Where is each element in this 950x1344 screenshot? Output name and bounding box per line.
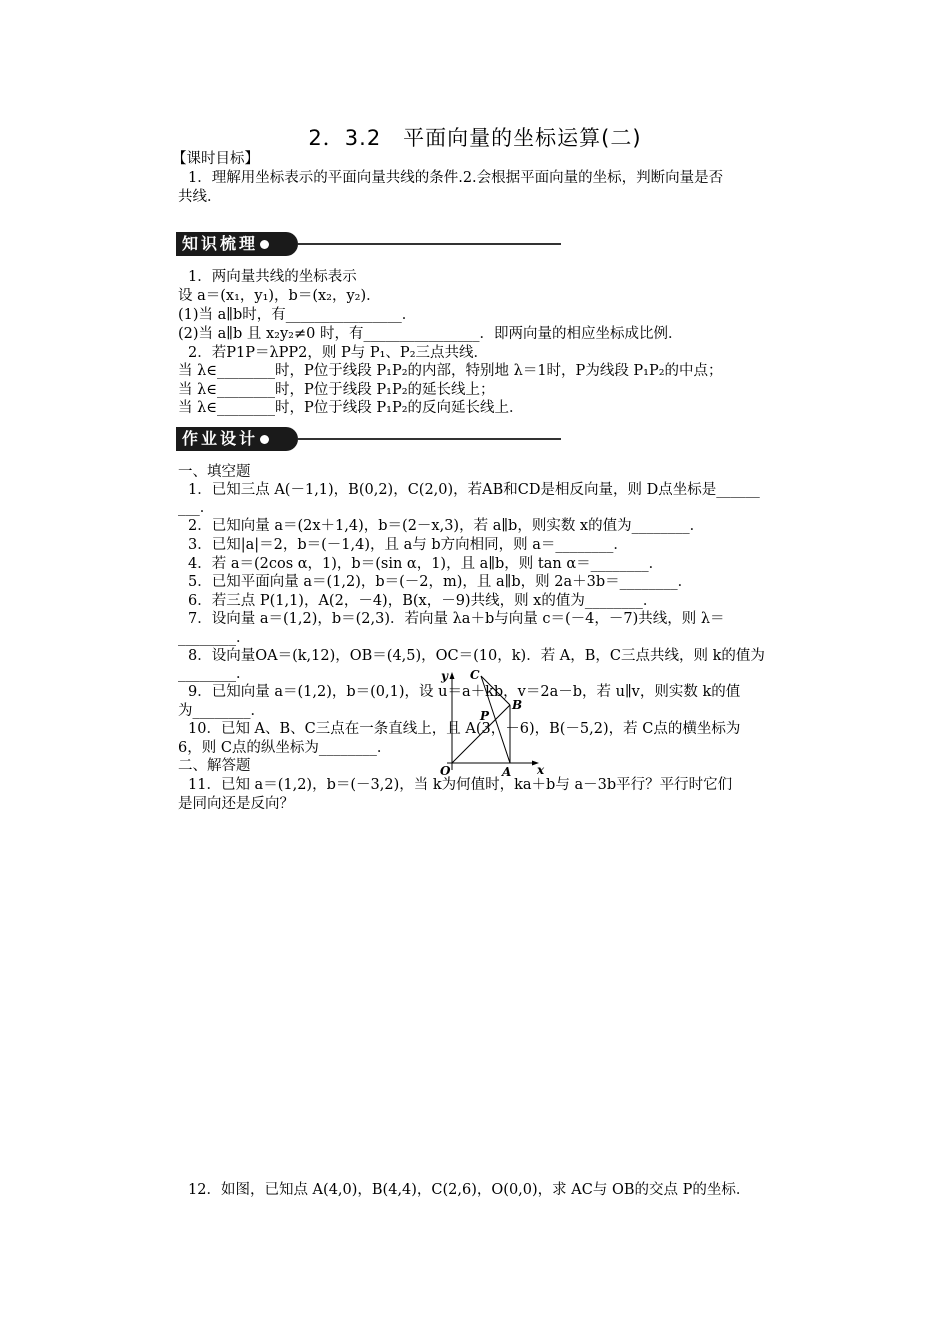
- question-6: 6．若三点 P(1,1)，A(2，－4)，B(x，－9)共线，则 x的值为________．: [188, 593, 658, 609]
- geometry-figure: [435, 670, 550, 780]
- question-4: 4．若 a＝(2cos α，1)，b＝(sin α，1)，且 a∥b，则 tan α＝________．: [188, 556, 664, 572]
- question-8a: 8．设向量OA＝(k,12)，OB＝(4,5)，OC＝(10，k)．若 A，B，C三点共线，则 k的值为: [188, 648, 765, 664]
- knowledge-line-8: 当 λ∈________时，P位于线段 P₁P₂的反向延长线上．: [178, 400, 524, 416]
- section-rule: [298, 243, 561, 245]
- section-label-box: [176, 232, 298, 256]
- knowledge-line-6: 当 λ∈________时，P位于线段 P₁P₂的内部，特别地 λ＝1时，P为线段 P₁P₂的中点；: [178, 363, 723, 379]
- question-10a: 10．已知 A、B、C三点在一条直线上，且 A(3，－6)，B(－5,2)，若 C点的横坐标为: [188, 721, 741, 737]
- goal-heading: 【课时目标】: [172, 151, 259, 167]
- bullet-dot-icon: [260, 435, 269, 444]
- label-O: O: [440, 764, 451, 778]
- question-9a: 9．已知向量 a＝(1,2)，b＝(0,1)，设 u＝a＋kb，v＝2a－b，若 u∥v，则实数 k的值: [188, 684, 741, 700]
- section-header-knowledge: [176, 232, 561, 256]
- knowledge-line-4: (2)当 a∥b 且 x₂y₂≠0 时，有________________．即两向量的相应坐标成比例．: [178, 326, 683, 342]
- question-7b: ________．: [178, 630, 251, 646]
- knowledge-line-5: 2．若P1P＝λPP2，则 P与 P₁、P₂三点共线．: [188, 345, 489, 361]
- question-7a: 7．设向量 a＝(1,2)，b＝(2,3)．若向量 λa＋b与向量 c＝(－4，－7)共线，则 λ＝: [188, 611, 725, 627]
- question-1a: 1．已知三点 A(－1,1)，B(0,2)，C(2,0)，若AB和CD是相反向量，则 D点坐标是______: [188, 482, 760, 498]
- question-3: 3．已知|a|＝2，b＝(－1,4)，且 a与 b方向相同，则 a＝________．: [188, 537, 628, 553]
- question-11b: 是同向还是反向？: [178, 796, 294, 812]
- knowledge-line-3: (1)当 a∥b时，有________________．: [178, 307, 417, 323]
- label-B: B: [512, 698, 523, 712]
- section-header-homework: [176, 427, 561, 451]
- label-x: x: [537, 763, 545, 777]
- page-title: 2．3.2 平面向量的坐标运算(二): [308, 126, 642, 150]
- knowledge-line-1: 1．两向量共线的坐标表示: [188, 269, 357, 285]
- knowledge-line-2: 设 a＝(x₁，y₁)，b＝(x₂，y₂)．: [178, 288, 381, 304]
- question-9b: 为________．: [178, 703, 265, 719]
- label-P: P: [480, 709, 490, 723]
- label-A: A: [502, 765, 512, 779]
- question-8b: ________．: [178, 666, 251, 682]
- section-title: 作业设计: [182, 429, 259, 448]
- question-12: 12．如图，已知点 A(4,0)，B(4,4)，C(2,6)，O(0,0)，求 AC与 OB的交点 P的坐标．: [188, 1182, 751, 1198]
- section-rule: [298, 438, 561, 440]
- part-heading-fill: 一、填空题: [178, 464, 251, 480]
- label-y: y: [441, 670, 448, 683]
- question-2: 2．已知向量 a＝(2x＋1,4)，b＝(2－x,3)，若 a∥b，则实数 x的值为________．: [188, 518, 705, 534]
- section-title: 知识梳理: [182, 234, 259, 253]
- knowledge-line-7: 当 λ∈________时，P位于线段 P₁P₂的延长线上；: [178, 382, 495, 398]
- question-5: 5．已知平面向量 a＝(1,2)，b＝(－2，m)，且 a∥b，则 2a＋3b＝________．: [188, 574, 693, 590]
- question-11a: 11．已知 a＝(1,2)，b＝(－3,2)，当 k为何值时，ka＋b与 a－3b平行？平行时它们: [188, 777, 733, 793]
- question-10b: 6，则 C点的纵坐标为________．: [178, 740, 392, 756]
- section-label-box: [176, 427, 298, 451]
- part-heading-solve: 二、解答题: [178, 758, 251, 774]
- goal-text-1: 1．理解用坐标表示的平面向量共线的条件.2.会根据平面向量的坐标，判断向量是否: [188, 170, 724, 186]
- label-C: C: [470, 670, 480, 682]
- y-axis-arrow-icon: [450, 672, 455, 679]
- bullet-dot-icon: [260, 240, 269, 249]
- goal-text-2: 共线．: [178, 189, 222, 205]
- question-1b: ___．: [178, 500, 215, 516]
